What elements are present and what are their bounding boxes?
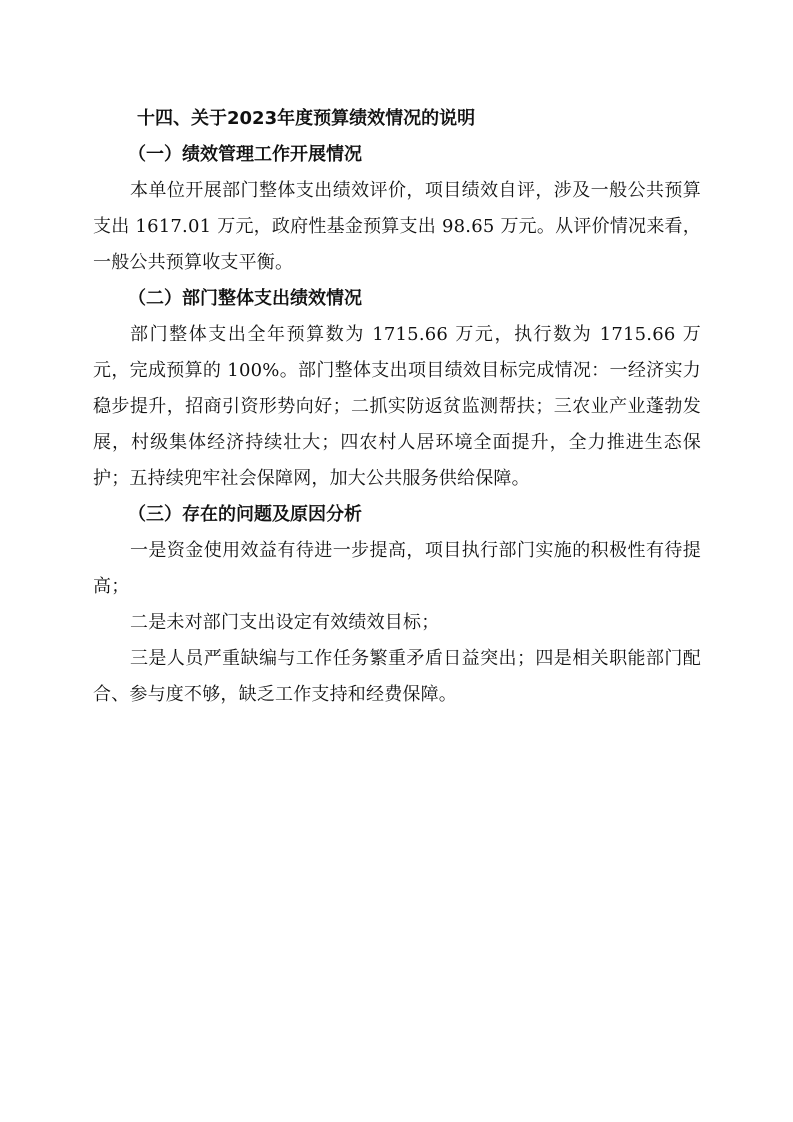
section-title: 十四、关于2023年度预算绩效情况的说明 [137,108,476,129]
subsection-heading-1: （一）绩效管理工作开展情况 [128,144,362,165]
paragraph-problem-3: 三是人员严重缺编与工作任务繁重矛盾日益突出；四是相关职能部门配合、参与度不够，缺乏工作支持和经费保障。 [93,648,701,705]
subsection-heading-3: （三）存在的问题及原因分析 [128,504,362,525]
subsection-heading-2: （二）部门整体支出绩效情况 [128,288,362,309]
paragraph-problem-2: 二是未对部门支出设定有效绩效目标； [130,612,440,633]
paragraph-performance-management: 本单位开展部门整体支出绩效评价，项目绩效自评，涉及一般公共预算支出 1617.01 万元，政府性基金预算支出 98.65 万元。从评价情况来看，一般公共预算收支平衡。 [93,180,701,273]
paragraph-problem-1: 一是资金使用效益有待进一步提高，项目执行部门实施的积极性有待提高； [93,540,701,597]
document-body [93,101,701,713]
paragraph-overall-expenditure: 部门整体支出全年预算数为 1715.66 万元，执行数为 1715.66 万元，完成预算的 100%。部门整体支出项目绩效目标完成情况：一经济实力稳步提升，招商引资形势向好；二抓实防返贫监测帮扶；三农业产业蓬勃发展，村级集体经济持续壮大；四农村人居环境全面提升，全力推进生态保护；五持续兜牢社会保障网，加大公共服务供给保障。 [93,324,701,489]
